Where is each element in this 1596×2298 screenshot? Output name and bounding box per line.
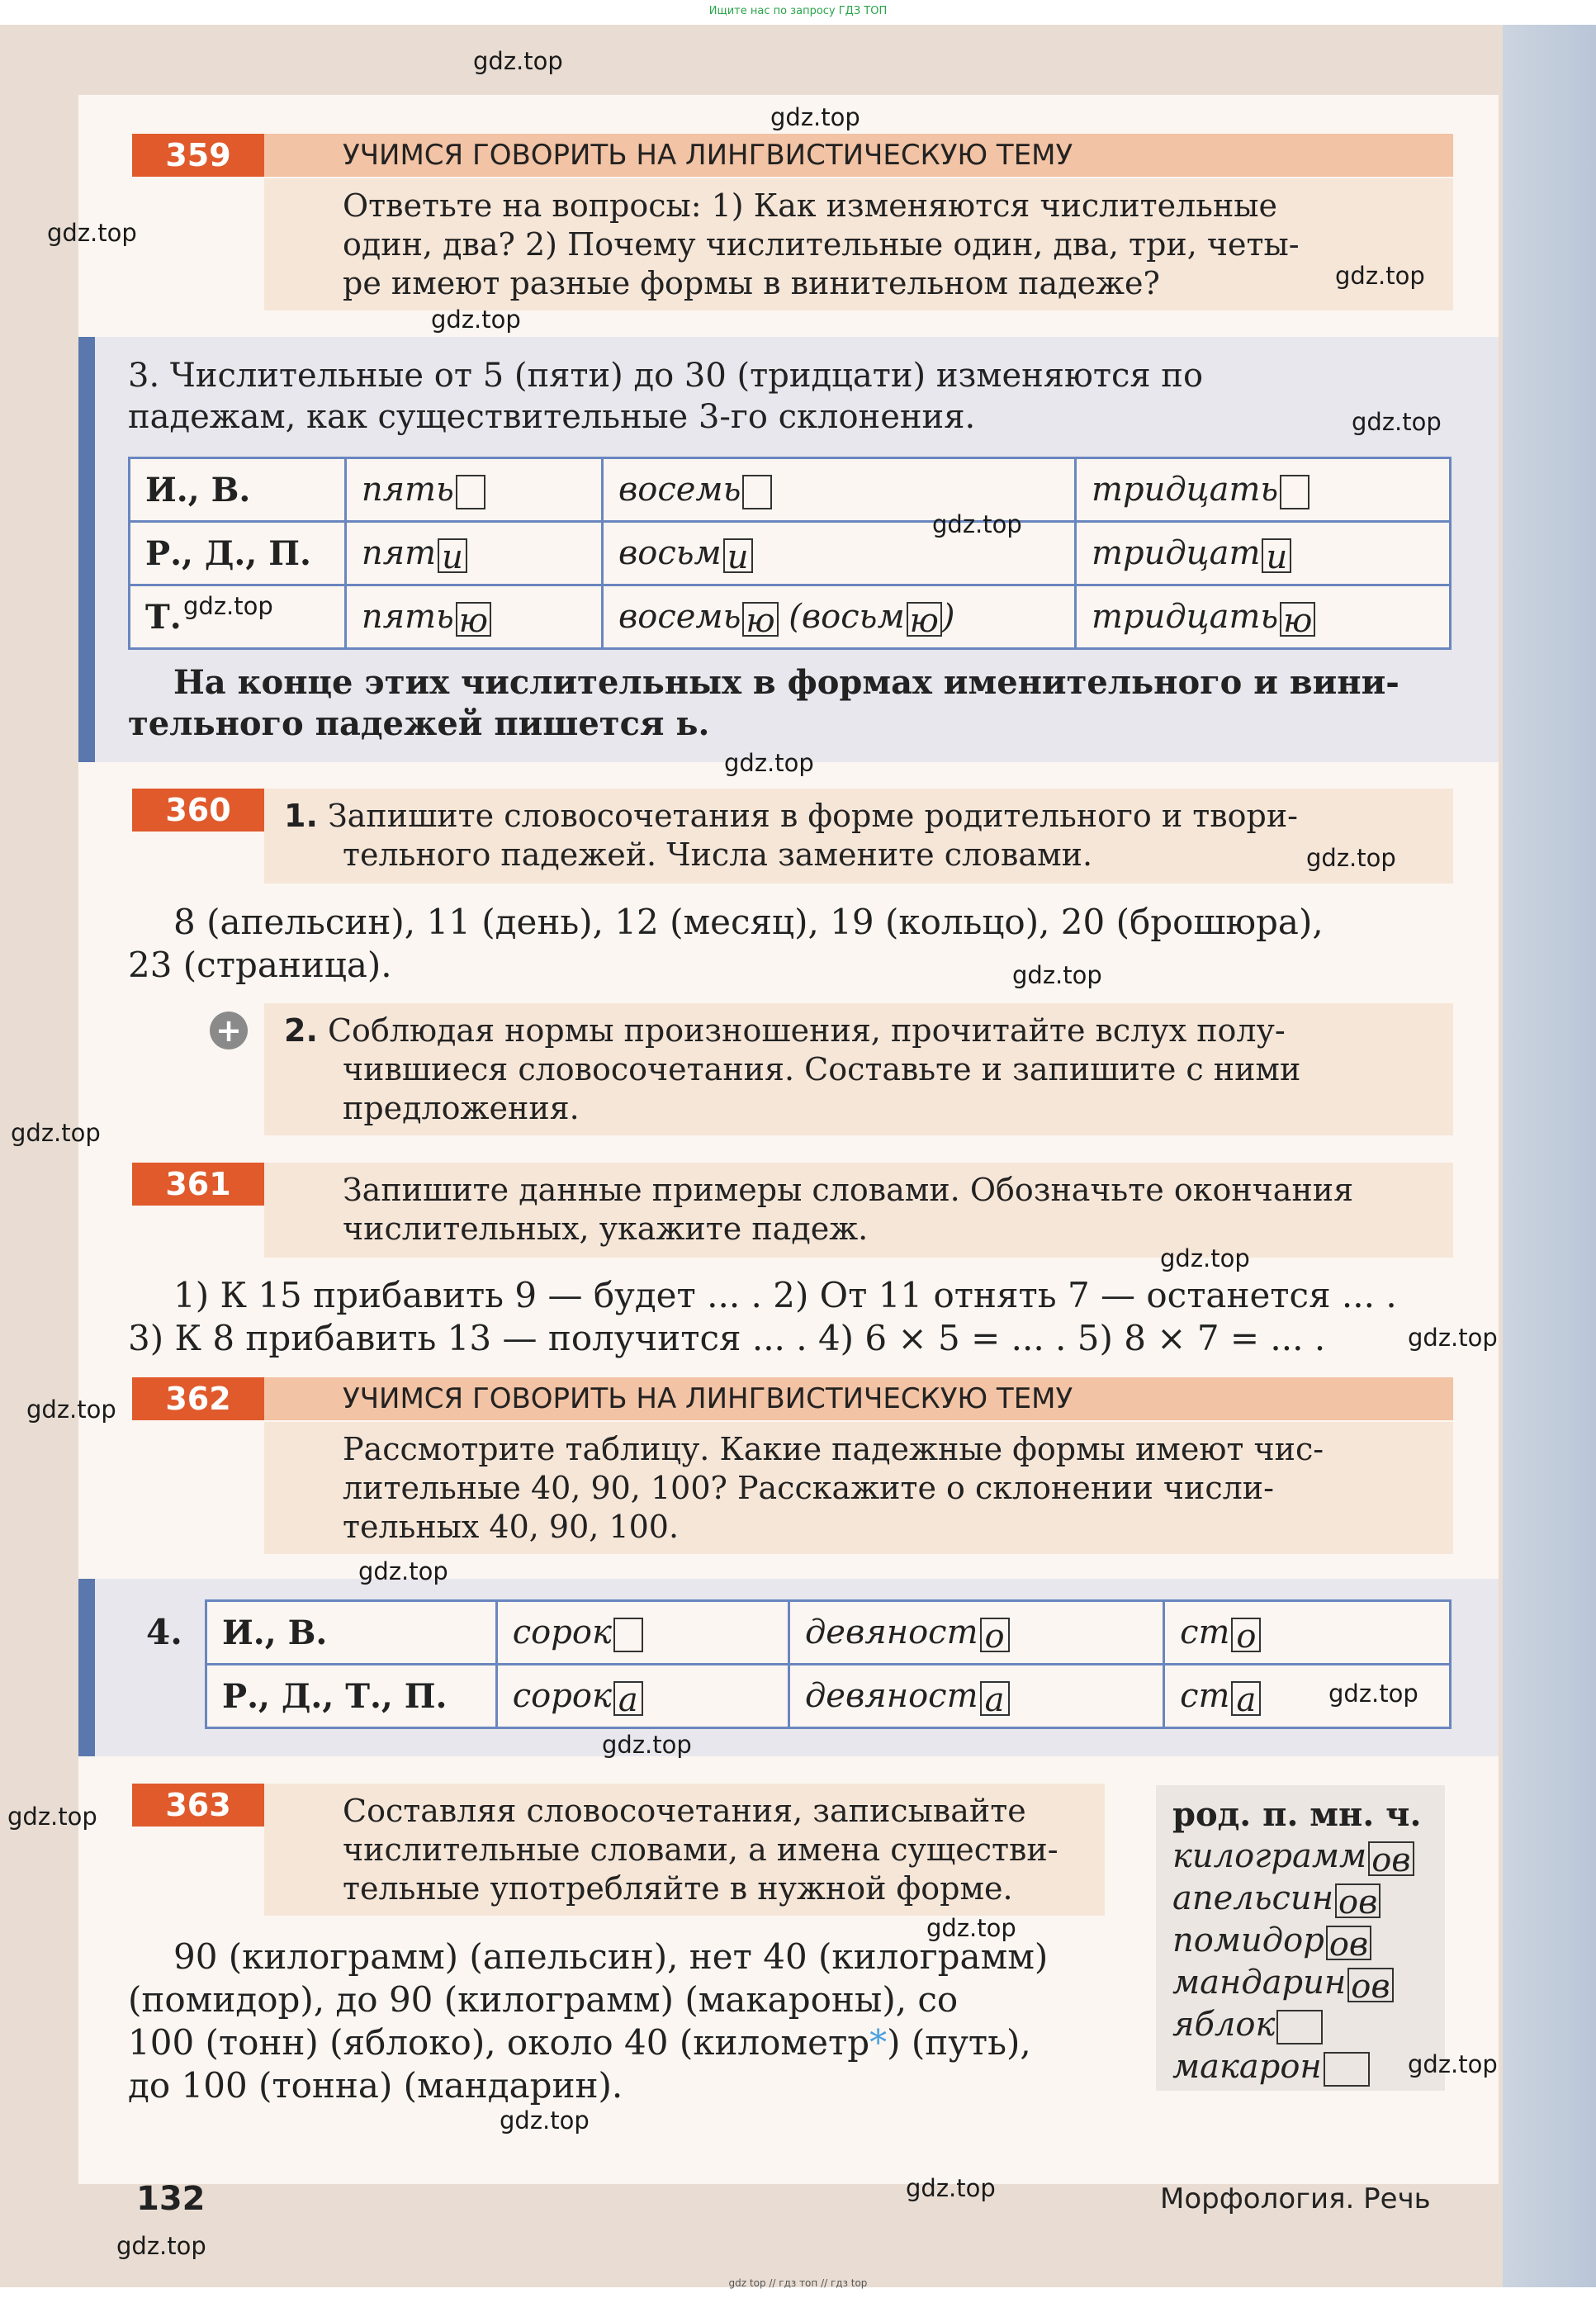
task-number: 1. [284, 798, 318, 834]
table-row [130, 585, 1451, 649]
ending-box: а [1231, 1681, 1261, 1716]
rule-4-stripe [78, 1579, 95, 1756]
bottom-note: gdz top // гдз топ // гдз top [728, 2277, 868, 2289]
case-label: Т. [130, 585, 346, 649]
ex363-task [264, 1784, 1105, 1916]
watermark: gdz.top [724, 749, 814, 777]
table-row [130, 458, 1451, 522]
ex360-task1-line-2: тельного падежей. Числа замените словами. [343, 836, 1093, 873]
table-cell: сорок а [496, 1665, 789, 1728]
ending-box: а [980, 1681, 1010, 1716]
side-item: апельсин ов [1172, 1878, 1428, 1920]
table-row [206, 1601, 1451, 1665]
ending-box [456, 475, 485, 509]
ending-box: и [723, 538, 753, 573]
table-cell: пять ю [345, 585, 602, 649]
table-row [206, 1665, 1451, 1728]
ex361-text-line-2: 3) К 8 прибавить 13 — получится ... . 4) 6 × 5 = ... . 5) 8 × 7 = ... . [128, 1318, 1326, 1358]
table-cell: пят и [345, 522, 602, 585]
ex363-task-line-3: тельные употребляйте в нужной форме. [343, 1870, 1013, 1907]
watermark: gdz.top [926, 1914, 1016, 1942]
side-item: макарон [1172, 2046, 1428, 2088]
exercise-number-359: 359 [132, 134, 264, 177]
ending-box: ю [742, 602, 778, 637]
watermark: gdz.top [431, 306, 521, 334]
ending-box: ю [907, 602, 942, 637]
rule-3-text [128, 355, 1449, 438]
ex359-line-1: Ответьте на вопросы: 1) Как изменяются числительные [343, 187, 1278, 224]
exercise-number-361: 361 [132, 1163, 264, 1206]
ex360-task-2 [264, 1003, 1453, 1135]
table-cell: девяност а [789, 1665, 1163, 1728]
ex363-text-line-4: до 100 (тонна) (мандарин). [128, 2065, 623, 2106]
ending-box: ов [1335, 1883, 1381, 1918]
plus-icon: + [210, 1012, 248, 1049]
table-cell: восемь [602, 458, 1075, 522]
table-cell: пять [345, 458, 602, 522]
rule-3-stripe [78, 337, 95, 762]
ex359-line-2: один, два? 2) Почему числительные один, два, три, четы- [343, 226, 1300, 263]
watermark: gdz.top [932, 510, 1022, 538]
watermark: gdz.top [1408, 2050, 1498, 2078]
ending-box: а [613, 1681, 643, 1716]
ex363-text-line-2: (помидор), до 90 (килограмм) (макароны), со [128, 1979, 959, 2020]
ending-box: ов [1326, 1926, 1371, 1960]
ex359-task [264, 178, 1453, 310]
ex362-heading: УЧИМСЯ ГОВОРИТЬ НА ЛИНГВИСТИЧЕСКУЮ ТЕМУ [264, 1377, 1453, 1420]
table-cell: тридцат и [1076, 522, 1451, 585]
watermark: gdz.top [1306, 844, 1396, 872]
side-item: мандарин ов [1172, 1962, 1428, 2004]
side-title: род. п. мн. ч. [1172, 1795, 1422, 1834]
table-row [130, 522, 1451, 585]
watermark: gdz.top [906, 2174, 996, 2202]
table-cell: ст а [1164, 1665, 1451, 1728]
rule-4-number: 4. [146, 1612, 182, 1652]
rule-3-note [128, 662, 1461, 745]
ex362-line-1: Рассмотрите таблицу. Какие падежные формы имеют чис- [343, 1431, 1324, 1467]
rule-3-line-1: 3. Числительные от 5 (пяти) до 30 (тридцати) изменяются по [128, 357, 1204, 395]
watermark: gdz.top [1352, 408, 1442, 436]
ex361-task-line-1: Запишите данные примеры словами. Обозначьте окончания [343, 1172, 1354, 1208]
ending-box [613, 1618, 643, 1652]
ending-box: ов [1368, 1841, 1414, 1876]
exercise-number-362: 362 [132, 1377, 264, 1420]
watermark: gdz.top [1328, 1680, 1418, 1708]
top-note: Ищите нас по запросу ГДЗ ТОП [708, 5, 888, 17]
ex360-task1-line-1: Запишите словосочетания в форме родительного и твори- [327, 798, 1299, 834]
watermark: gdz.top [26, 1395, 116, 1424]
ex360-text-line-1: 8 (апельсин), 11 (день), 12 (месяц), 19 (кольцо), 20 (брошюра), [173, 902, 1324, 942]
ex363-task-line-2: числительные словами, а имена существи- [343, 1831, 1058, 1868]
declension-table-40-90-100 [205, 1599, 1452, 1729]
section-title: Морфология. Речь [1160, 2182, 1431, 2215]
ex359-line-3: ре имеют разные формы в винительном падеже? [343, 265, 1160, 301]
rule-3-line-2: падежам, как существительные 3-го склонения. [128, 398, 976, 436]
ending-box: ов [1347, 1968, 1393, 2002]
ex362-line-2: лительные 40, 90, 100? Расскажите о склонении числи- [343, 1470, 1274, 1506]
watermark: gdz.top [473, 47, 563, 75]
ex360-task-1 [264, 789, 1453, 884]
page-edge [1503, 25, 1596, 2287]
watermark: gdz.top [7, 1803, 97, 1831]
watermark: gdz.top [183, 592, 273, 620]
table-cell: тридцать ю [1076, 585, 1451, 649]
case-label: И., В. [206, 1601, 497, 1665]
ex363-side-reference [1156, 1785, 1445, 2091]
exercise-number-360: 360 [132, 789, 264, 832]
case-label: Р., Д., П. [130, 522, 346, 585]
ex361-task [264, 1163, 1453, 1258]
ex360-task2-line-2: чившиеся словосочетания. Составьте и запишите с ними [343, 1051, 1301, 1087]
ending-box: и [1262, 538, 1291, 573]
ending-box [1276, 2010, 1323, 2045]
rule-3-note-line-2: тельного падежей пишется ь. [128, 704, 710, 743]
ending-box: и [438, 538, 467, 573]
ex361-task-line-2: числительных, укажите падеж. [343, 1211, 869, 1247]
ex360-task2-line-3: предложения. [343, 1090, 580, 1126]
table-cell: восемь ю (восьм ю ) [602, 585, 1075, 649]
ending-box [1280, 475, 1309, 509]
side-item: помидор ов [1172, 1920, 1428, 1962]
table-cell: сорок [496, 1601, 789, 1665]
ending-box [1324, 2052, 1370, 2087]
case-label: Р., Д., Т., П. [206, 1665, 497, 1728]
watermark: gdz.top [116, 2232, 206, 2260]
watermark: gdz.top [11, 1119, 101, 1147]
watermark: gdz.top [500, 2106, 590, 2135]
ending-box [742, 475, 772, 509]
ex362-line-3: тельных 40, 90, 100. [343, 1509, 680, 1545]
ex360-task2-line-1: Соблюдая нормы произношения, прочитайте вслух полу- [327, 1012, 1286, 1049]
watermark: gdz.top [1012, 961, 1102, 989]
ex359-heading: УЧИМСЯ ГОВОРИТЬ НА ЛИНГВИСТИЧЕСКУЮ ТЕМУ [264, 134, 1453, 177]
ending-box: ю [456, 602, 491, 637]
table-cell: ст о [1164, 1601, 1451, 1665]
ex363-text-line-1: 90 (килограмм) (апельсин), нет 40 (килограмм) [173, 1936, 1049, 1977]
ex363-text-line-3: 100 (тонн) (яблоко), около 40 (километр*) (путь), [128, 2022, 1031, 2063]
side-item: килограмм ов [1172, 1836, 1428, 1878]
watermark: gdz.top [358, 1557, 448, 1585]
ex360-text [128, 901, 1461, 987]
watermark: gdz.top [770, 103, 860, 131]
ex363-text [128, 1936, 1111, 2107]
rule-3-note-line-1: На конце этих числительных в формах именительного и вини- [173, 663, 1399, 702]
page-number: 132 [136, 2180, 206, 2218]
table-cell: девяност о [789, 1601, 1163, 1665]
side-item: яблок [1172, 2004, 1428, 2046]
ending-box: о [1231, 1618, 1261, 1652]
declension-table-5-30 [128, 457, 1452, 650]
watermark: gdz.top [1335, 262, 1425, 290]
table-cell: восьм и [602, 522, 1075, 585]
ending-box: о [980, 1618, 1010, 1652]
ex362-task [264, 1422, 1453, 1554]
watermark: gdz.top [602, 1731, 692, 1759]
ending-box: ю [1280, 602, 1315, 637]
task-number: 2. [284, 1012, 318, 1049]
watermark: gdz.top [1408, 1324, 1498, 1352]
exercise-number-363: 363 [132, 1784, 264, 1827]
table-cell: тридцать [1076, 458, 1451, 522]
case-label: И., В. [130, 458, 346, 522]
ex360-text-line-2: 23 (страница). [128, 945, 392, 985]
ex361-text [128, 1274, 1482, 1360]
ex361-text-line-1: 1) К 15 прибавить 9 — будет ... . 2) От 11 отнять 7 — останется ... . [173, 1275, 1397, 1315]
watermark: gdz.top [47, 219, 137, 247]
asterisk-icon: * [869, 2022, 888, 2063]
watermark: gdz.top [1160, 1244, 1250, 1272]
ex363-task-line-1: Составляя словосочетания, записывайте [343, 1793, 1026, 1829]
